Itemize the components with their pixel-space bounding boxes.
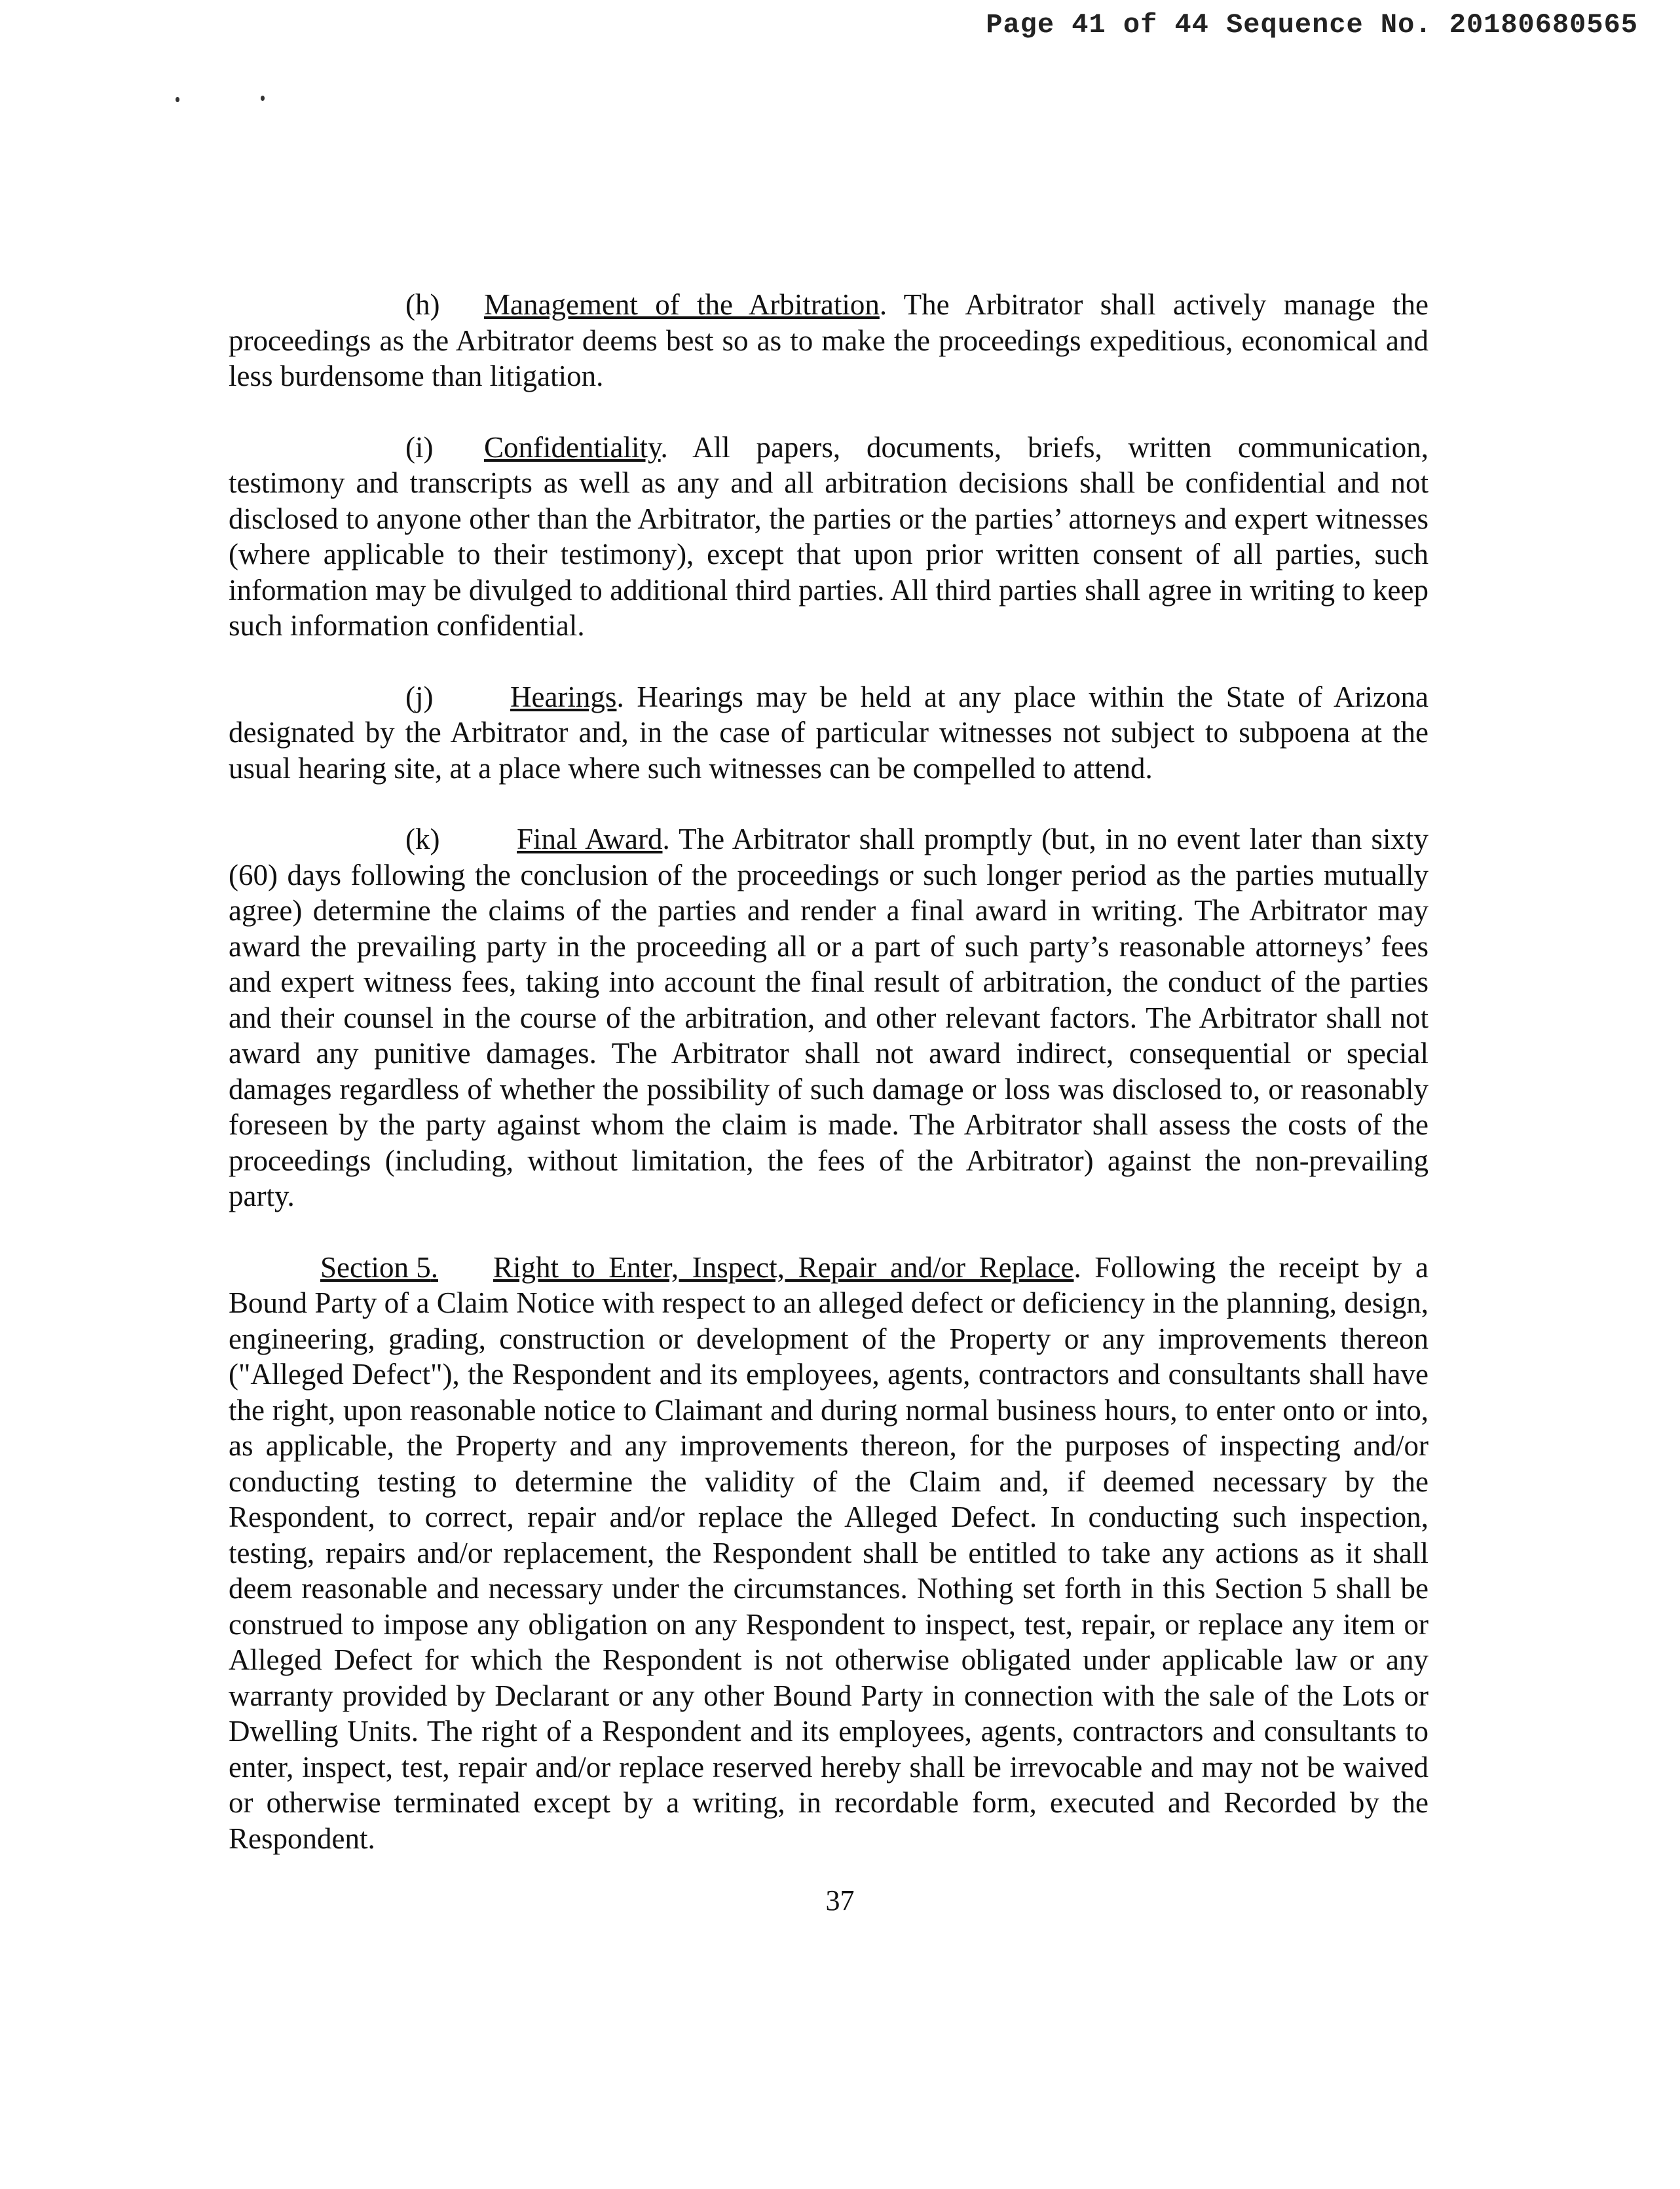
paragraph-h bbox=[229, 287, 1428, 394]
paragraph-text: . Hearings may be held at any place within the State of Arizona designated by the Arbitrator and, in the case of particular witnesses not subject to subpoena at the usual hearing site, at a place where such witnesses can be compelled to attend. bbox=[229, 680, 1428, 785]
document-body bbox=[229, 287, 1428, 1892]
section-5 bbox=[229, 1250, 1428, 1857]
paragraph-number: (h) bbox=[405, 288, 440, 321]
paragraph-number: (k) bbox=[405, 823, 440, 855]
paragraph-text: . The Arbitrator shall promptly (but, in no event later than sixty (60) days following the conclusion of the proceedings or such longer period as the parties mutually agree) determine the claims of the parties and render a final award in writing. The Arbitrator may award the prevailing party in the proceeding all or a part of such party’s reasonable attorneys’ fees and expert witness fees, taking into account the final result of arbitration, the conduct of the parties and their counsel in the course of the arbitration, and other relevant factors. The Arbitrator shall not award any punitive damages. The Arbitrator shall not award indirect, consequential or special damages regardless of whether the possibility of such damage or loss was disclosed to, or reasonably foreseen by the party against whom the claim is made. The Arbitrator shall assess the costs of the proceedings (including, without limitation, the fees of the Arbitrator) against the non-prevailing party. bbox=[229, 823, 1428, 1212]
paragraph-i bbox=[229, 430, 1428, 644]
paragraph-text: . The Arbitrator shall actively manage the proceedings as the Arbitrator deems best so as to make the proceedings expeditious, economical and less burdensome than litigation. bbox=[229, 288, 1428, 392]
section-number-label: Section 5 bbox=[320, 1250, 431, 1284]
paragraph-j bbox=[229, 679, 1428, 787]
paragraph-heading: Management of the Arbitration bbox=[484, 288, 880, 321]
paragraph-number: (i) bbox=[405, 430, 434, 464]
scan-speck bbox=[261, 96, 265, 101]
paragraph-text: . All papers, documents, briefs, written communication, testimony and transcripts as well as any and all arbitration decisions shall be confidential and not disclosed to anyone other than the Arbitrator, the parties or the parties’ attorneys and expert witnesses (where applicable to their testimony), except that upon prior written consent of all parties, such information may be divulged to additional third parties. All third parties shall agree in writing to keep such information confidential. bbox=[229, 430, 1428, 642]
section-number-suffix: . bbox=[430, 1250, 438, 1284]
section-number bbox=[320, 1250, 438, 1286]
section-text: . Following the receipt by a Bound Party of a Claim Notice with respect to an alleged defect or deficiency in the planning, design, engineering, grading, construction or development of the Property or any improvements thereon ("Alleged Defect"), the Respondent and its employees, agents, contractors and consultants shall have the right, upon reasonable notice to Claimant and during normal business hours, to enter onto or into, as applicable, the Property and any improvements thereon, for the purposes of inspecting and/or conducting testing to determine the validity of the Claim and, if deemed necessary by the Respondent, to correct, repair and/or replace the Alleged Defect. In conducting such inspection, testing, repairs and/or replacement, the Respondent shall be entitled to take any actions as it shall deem reasonable and necessary under the circumstances. Nothing set forth in this Section 5 shall be construed to impose any obligation on any Respondent to inspect, test, repair, or replace any item or Alleged Defect for which the Respondent is not otherwise obligated under applicable law or any warranty provided by Declarant or any other Bound Party in connection with the sale of the Lots or Dwelling Units. The right of a Respondent and its employees, agents, contractors and consultants to enter, inspect, test, repair and/or replace reserved hereby shall be irrevocable and may not be waived or otherwise terminated except by a writing, in recordable form, executed and Recorded by the Respondent. bbox=[229, 1250, 1429, 1855]
paragraph-heading: Confidentiality bbox=[484, 430, 661, 464]
paragraph-heading: Final Award bbox=[517, 823, 663, 855]
scan-speck bbox=[176, 97, 179, 102]
paragraph-number: (j) bbox=[405, 680, 434, 713]
page-number: 37 bbox=[825, 1884, 855, 1917]
paragraph-k bbox=[229, 821, 1428, 1214]
page-sequence-header: Page 41 of 44 Sequence No. 20180680565 bbox=[986, 9, 1638, 41]
section-heading: Right to Enter, Inspect, Repair and/or Replace bbox=[493, 1250, 1074, 1284]
paragraph-heading: Hearings bbox=[510, 680, 617, 713]
